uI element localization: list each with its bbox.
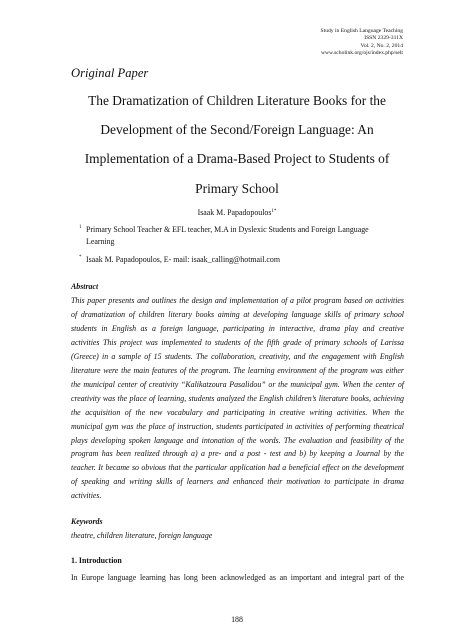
- abstract-line: the acquisition of the new vocabulary and participating in creative writing activities. When the: [71, 407, 404, 417]
- title-line: Implementation of a Drama-Based Project to Students of: [84, 151, 390, 167]
- affiliation-mark: 1: [79, 225, 82, 230]
- abstract-line: the municipal center of creativity “Kalikatzoura Pasalidou” or the municipal gym. When the center of: [71, 379, 404, 389]
- correspondence-mark: *: [79, 254, 82, 260]
- page-number: 188: [231, 615, 243, 624]
- journal-volume: Vol. 2, No. 2, 2014: [360, 42, 403, 49]
- journal-issn: ISSN 2329-311X: [364, 35, 403, 42]
- paper-title: [60, 86, 414, 203]
- keywords-heading: Keywords: [71, 517, 103, 526]
- journal-url: www.scholink.org/ojs/index.php/selt: [320, 50, 403, 57]
- author-line: [0, 208, 474, 217]
- abstract-line: creativity was the place of learning, students analyzed the English children’s literature books, achieving: [71, 393, 404, 403]
- abstract-line: teacher. It became so obvious that the particular application had a beneficial effect on the development: [71, 463, 404, 473]
- abstract-line: municipal gym was the place of instruction, students participated in activities of performing theatrical: [71, 421, 404, 431]
- abstract-line: (Greece) in a sample of 15 students. The collaboration, creativity, and the engagement with English: [71, 351, 404, 361]
- abstract-line: literature were the main features of the program. The learning environment of the program was either: [71, 365, 404, 375]
- abstract-line: plays developing spoken language and intonation of the words. The evaluation and feasibility of the: [71, 435, 404, 445]
- abstract-heading: Abstract: [71, 282, 99, 291]
- title-line: The Dramatization of Children Literature Books for the: [88, 93, 386, 108]
- correspondence-email: Isaak M. Papadopoulos, E- mail: isaak_calling@hotmail.com: [86, 254, 280, 264]
- journal-name: Study in English Language Teaching: [320, 28, 403, 34]
- abstract-body: [71, 294, 404, 503]
- abstract-line: of dramatization of children literary books aiming at developing language skills of primary school: [71, 309, 404, 319]
- journal-header: [321, 28, 403, 58]
- abstract-line: students in English as a foreign language, participating in interactive, drama play and creative: [71, 323, 404, 333]
- section-heading: 1. Introduction: [71, 556, 122, 565]
- author-marks: 1*: [271, 209, 277, 214]
- keywords-list: theatre, children literature, foreign language: [71, 531, 213, 540]
- author-name: Isaak M. Papadopoulos: [197, 208, 272, 217]
- title-line: Primary School: [195, 180, 279, 196]
- affiliation-text: Primary School Teacher & EFL teacher, M.A in Dyslexic Students and Foreign Language: [86, 225, 369, 234]
- title-line: Development of the Second/Foreign Language: An: [100, 122, 374, 138]
- abstract-line: activities.: [71, 491, 102, 501]
- abstract-line: of speaking and writing skills of learners and enhanced their motivation to participate in drama: [71, 477, 404, 487]
- intro-text: In Europe language learning has long been acknowledged as an important and integral part of the: [71, 573, 404, 582]
- correspondence: [79, 254, 409, 266]
- affiliations: [79, 224, 409, 265]
- abstract-line: activities This project was implemented to students of the fifth grade of primary schools of Larissa: [71, 337, 404, 347]
- affiliation-continuation: Learning: [86, 236, 115, 246]
- paper-type: Original Paper: [71, 66, 149, 80]
- abstract-line: This paper presents and outlines the design and implementation of a pilot program based on activities: [71, 296, 404, 305]
- affiliation-1: [79, 224, 409, 236]
- abstract-line: program has been realized through a) a pre- and a post - test and b) by keeping a Journal by the: [71, 449, 404, 459]
